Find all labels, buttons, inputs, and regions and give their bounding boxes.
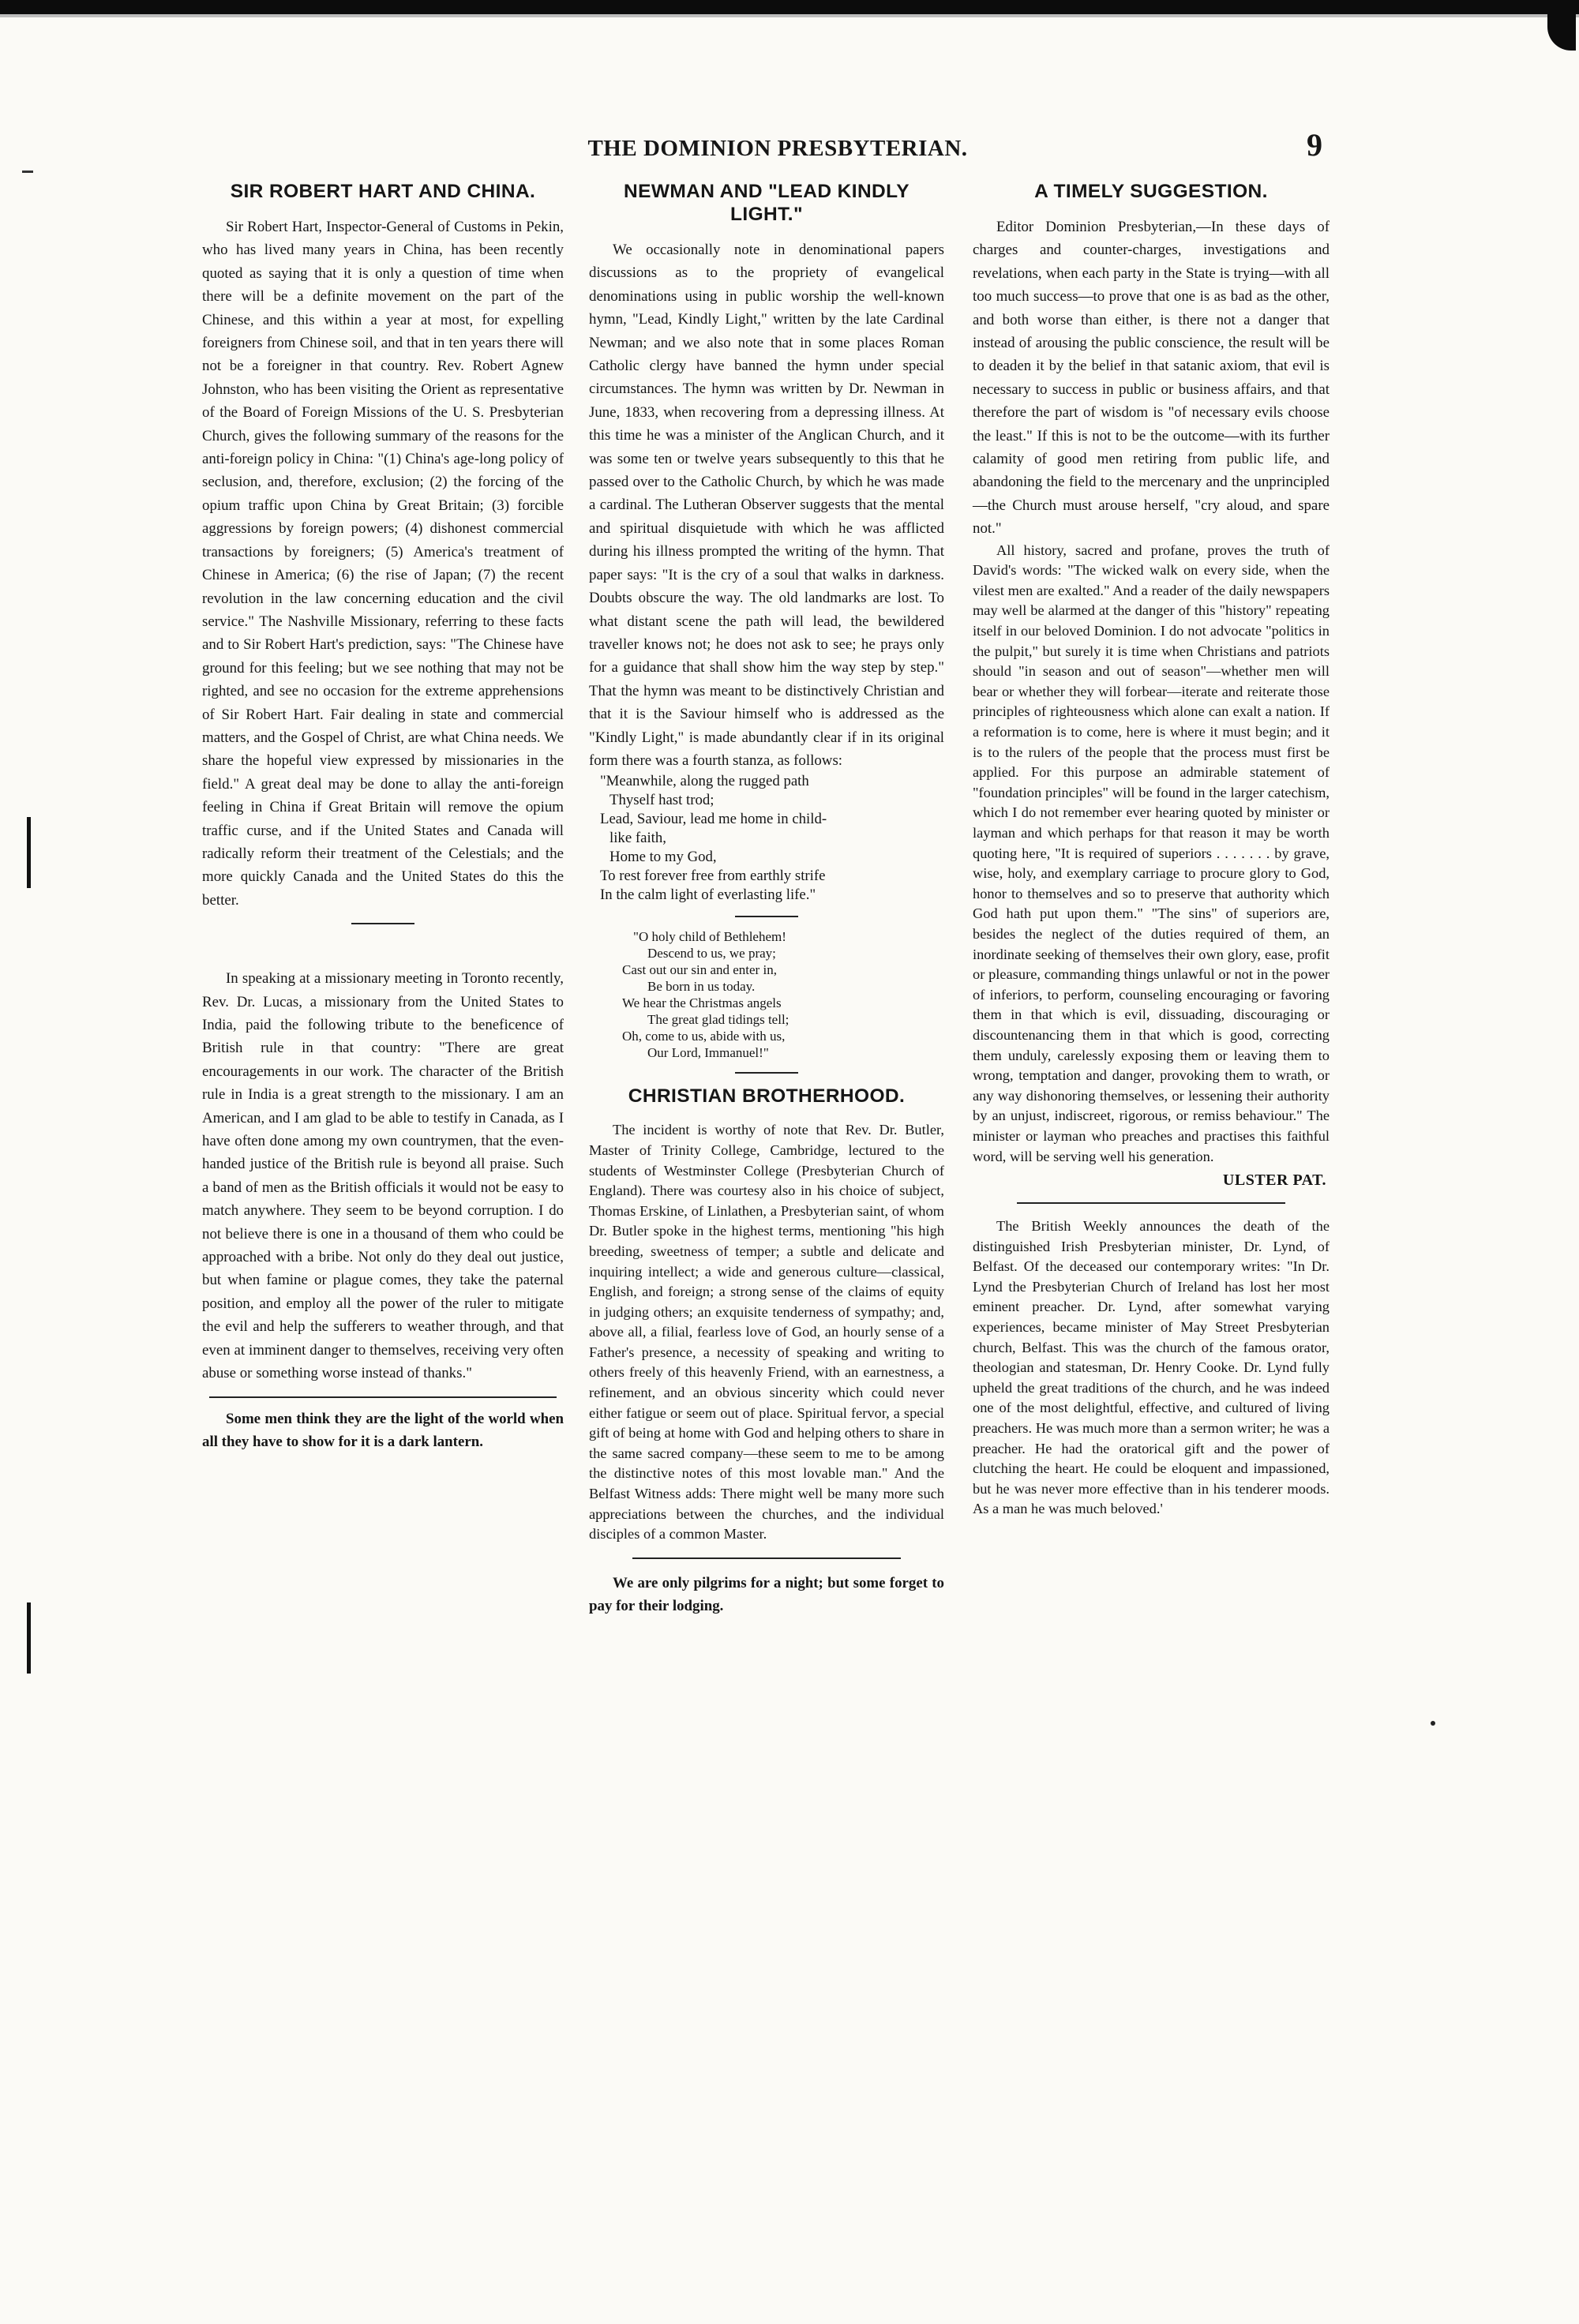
article-paragraph: The incident is worthy of note that Rev. Dr. Butler, Master of Trinity College, Cambridge, lectured to the students of Westminster College (Presbyterian Church of England). There was courtesy also in his choice of subject, Thomas Erskine, of Linlathen, a Presbyterian saint, of whom Dr. Butler spoke in the highest terms, mentioning "his high breeding, sweetness of temper; a subtle and delicate and inquiring intellect; a wide and generous culture—classical, English, and foreign; a strong sense of the claims of equity in judging others; an exquisite tenderness of sympathy; and, above all, a filial, fearless love of God, an hourly sense of a Father's presence, a necessity of speaking and writing to others freely of this heavenly Friend, with an earnestness, a refinement, and an obvious sincerity which could never either fatigue or seem out of place. Spiritual fervor, a special gift of being at home with God and helping others to share in the same sacred company—these seem to me to be among the distinctive notes of this most lovable man." And the Belfast Witness adds: There might well be many more such appreciations between the churches, and the individual disciples of a common Master. xyxy=(589,1122,944,1542)
scan-corner-mark xyxy=(1547,0,1576,51)
hymn-line: Cast out our sin and enter in, xyxy=(622,962,777,978)
margin-bracket-mark xyxy=(27,1602,31,1674)
hymn-line: "O holy child of Bethlehem! xyxy=(633,929,786,945)
scan-edge-mark xyxy=(22,171,33,173)
hymn-line: The great glad tidings tell; xyxy=(647,1012,790,1028)
page-header-title: THE DOMINION PRESBYTERIAN. xyxy=(587,136,968,161)
divider-rule xyxy=(351,923,414,924)
divider-rule xyxy=(735,1072,798,1074)
article-heading-newman: NEWMAN AND "LEAD KINDLY LIGHT." xyxy=(624,181,910,225)
article-paragraph: We occasionally note in denominational papers discussions as to the propriety of evangelical denominations using in public worship the well-known hymn, "Lead, Kindly Light," written by the late Cardinal Newman; and we also note that in some places Roman Catholic clergy have banned the hymn under special circumstances. The hymn was written by Dr. Newman in June, 1833, when recovering from a depressing illness. At this time he was a minister of the Anglican Church, and it was some ten or twelve years subsequently to this that he passed over to the Catholic Church, by which he was made a cardinal. The Lutheran Observer suggests that the mental and spiritual disquietude with which he was afflicted during his illness prompted the writing of the hymn. That paper says: "It is the cry of a soul that walks in darkness. Doubts obscure the way. The old landmarks are lost. To what distant scene the path will lead, the bewildered traveller knows not; he does not ask to see; he prays only for a guidance that shall show him the way step by step." That the hymn was meant to be distinctively Christian and that it is the Saviour himself who is addressed as the "Kindly Light," is made abundantly clear if in its original form there was a fourth stanza, as follows: xyxy=(589,242,944,769)
article-paragraph: In speaking at a missionary meeting in Toronto recently, Rev. Dr. Lucas, a missionary from the United States to India, paid the following tribute to the beneficence of British rule in that country: "There are great encouragements in our work. The character of the British rule in India is a great strength to the missionary. I am an American, and I am glad to be able to testify in Canada, as I have often done among my own countrymen, that the even-handed justice of the British rule is beyond all praise. Such a band of men as the British officials it would not be easy to match anywhere. They seem to be beyond corruption. I do not believe there is one in a thousand of them who could be approached with a bribe. Not only do they deal out justice, but when famine or plague comes, they take the paternal position, and employ all the power of the ruler to mitigate the evil and help the sufferers to weather through, and that even at imminent danger to themselves, receiving very often abuse or something worse instead of thanks." xyxy=(202,970,564,1382)
divider-rule xyxy=(735,916,798,917)
scan-top-edge-shadow xyxy=(0,14,1579,17)
ink-speck xyxy=(1431,1721,1435,1726)
article-heading-timely-suggestion: A TIMELY SUGGESTION. xyxy=(1034,181,1268,202)
divider-rule xyxy=(632,1557,901,1559)
poem-line: "Meanwhile, along the rugged path xyxy=(600,773,809,790)
column-left xyxy=(202,180,564,1453)
article-heading-christian-brotherhood: CHRISTIAN BROTHERHOOD. xyxy=(628,1085,906,1108)
poem-line: Lead, Saviour, lead me home in child- xyxy=(600,811,827,828)
poem-line: To rest forever free from earthly strife xyxy=(600,868,826,885)
column-middle xyxy=(589,180,944,1618)
article-paragraph: Editor Dominion Presbyterian,—In these days of charges and counter-charges, investigations and revelations, when each party in the State is trying—with all too much success—to prove that one is as bad as the other, and both worse than either, is there not a danger that instead of arousing the public conscience, the result will be to deaden it by the belief in that satanic axiom, that evil is necessary to success in public or business affairs, and that therefore the part of wisdom is "of necessary evils choose the least." If this is not to be the outcome—with its further calamity of good men retiring from public life, and abandoning the field to the mercenary and the unprincipled—the Church must arouse herself, "cry aloud, and spare not." xyxy=(973,219,1330,538)
column-right xyxy=(973,180,1330,1520)
poem-line: like faith, xyxy=(609,830,666,847)
hymn-line: Our Lord, Immanuel!" xyxy=(647,1045,769,1061)
filler-paragraph: We are only pilgrims for a night; but some forget to pay for their lodging. xyxy=(589,1574,944,1615)
page-number: 9 xyxy=(1307,127,1322,163)
article-paragraph: The British Weekly announces the death of the distinguished Irish Presbyterian minister, Dr. Lynd, of Belfast. Of the deceased our contemporary writes: "In Dr. Lynd the Presbyterian Church of Ireland has lost her most eminent preacher. Dr. Lynd, after somewhat varying experiences, became minister of May Street Presbyterian church, Belfast. This was the church of the famous orator, theologian and statesman, Dr. Henry Cooke. Dr. Lynd fully upheld the great traditions of the church, and he was indeed one of the most delightful, effective, and cultured of living preachers. He was much more than a sermon writer; he was a preacher. He had the oratorical gift and the power of clutching the heart. He could be eloquent and impassioned, but he was never more effective than in his tenderer moods. As a man he was much beloved.' xyxy=(973,1218,1330,1517)
article-paragraph: All history, sacred and profane, proves the truth of David's words: "The wicked walk on every side, when the vilest men are exalted." And a reader of the daily newspapers may well be alarmed at the danger of this "history" repeating itself in our beloved Dominion. I do not advocate "politics in the pulpit," but surely it is time when Christians and patriots should "in season and out of season"—whether men will bear or whether they will forbear—iterate and reiterate those principles of righteousness which alone can exalt a nation. If a reformation is to come, here is where it must begin; and it is to the rulers of the people that the process must first be applied. For this purpose an admirable statement of "foundation principles" will be found in the larger catechism, which I do not remember ever hearing quoted by minister or layman and which perhaps for that reason it may be worth quoting here, "It is required of superiors . . . . . . . by grave, wise, holy, and exemplary carriage to procure glory to God, honor to themselves and so to preserve that authority which God hath put upon them." "The sins" of superiors are, besides the neglect of the duties required of them, an inordinate seeking of themselves their own glory, ease, profit or pleasure, commanding things unlawful or not in the power of inferiors, to perform, counseling encouraging or favoring them in that which is evil, dissuading, discouraging or discountenancing them in that which is good, correcting them unduly, carelessly exposing them or leaving them to wrong, temptation and danger, provoking them to wrath, or any way dishonoring themselves, or lessening their authority by an unjust, indiscreet, rigorous, or remiss behaviour." The minister or layman who preaches and practises this faithful word, will be serving well his generation. xyxy=(973,542,1330,1164)
divider-rule xyxy=(209,1396,557,1398)
scan-top-edge xyxy=(0,0,1579,14)
spacer xyxy=(202,935,564,967)
article-paragraph: Sir Robert Hart, Inspector-General of Customs in Pekin, who has lived many years in China, has been recently quoted as saying that it is only a question of time when there will be a definite movement on the part of the Chinese, and this within a year at most, for expelling foreigners from Chinese soil, and that in ten years there will not be a foreigner in that country. Rev. Robert Agnew Johnston, who has been visiting the Orient as representative of the Board of Foreign Missions of the U. S. Presbyterian Church, gives the following summary of the reasons for the anti-foreign policy in China: "(1) China's age-long policy of seclusion, and, therefore, exclusion; (2) the forcing of the opium traffic upon China by Great Britain; (3) forcible aggressions by foreign powers; (4) dishonest commercial transactions by foreigners; (5) America's treatment of Chinese in America; (6) the rise of Japan; (7) the recent revolution in the law concerning education and the civil service." The Nashville Missionary, referring to these facts and to Sir Robert Hart's prediction, says: "The Chinese have ground for this feeling; but we see nothing that may not be righted, and see no occasion for the extreme apprehensions of Sir Robert Hart. Fair dealing in state and commercial matters, and the Gospel of Christ, are what China needs. We share the hopeful view expressed by missionaries in the field." A great deal may be done to allay the anti-foreign feeling in China if Great Britain will remove the opium traffic curse, and if the United States and Canada will radically reform their treatment of the Celestials; and the more quickly Canada and the United States do this the better. xyxy=(202,219,564,909)
hymn-stanza xyxy=(589,772,944,905)
hymn-line: Oh, come to us, abide with us, xyxy=(622,1029,786,1044)
hymn-line: Descend to us, we pray; xyxy=(647,946,776,961)
poem-line: Home to my God, xyxy=(609,849,717,866)
margin-bracket-mark xyxy=(27,817,31,888)
divider-rule xyxy=(1017,1202,1285,1204)
article-heading-sir-robert-hart: SIR ROBERT HART AND CHINA. xyxy=(230,181,536,202)
poem-line: In the calm light of everlasting life." xyxy=(600,886,816,904)
hymn-line: We hear the Christmas angels xyxy=(622,995,782,1011)
poem-line: Thyself hast trod; xyxy=(609,792,714,809)
article-signature: ULSTER PAT. xyxy=(1222,1171,1326,1190)
filler-paragraph: Some men think they are the light of the world when all they have to show for it is a dark lantern. xyxy=(202,1410,564,1450)
christmas-hymn-stanza xyxy=(589,928,944,1061)
hymn-line: Be born in us today. xyxy=(647,979,756,995)
